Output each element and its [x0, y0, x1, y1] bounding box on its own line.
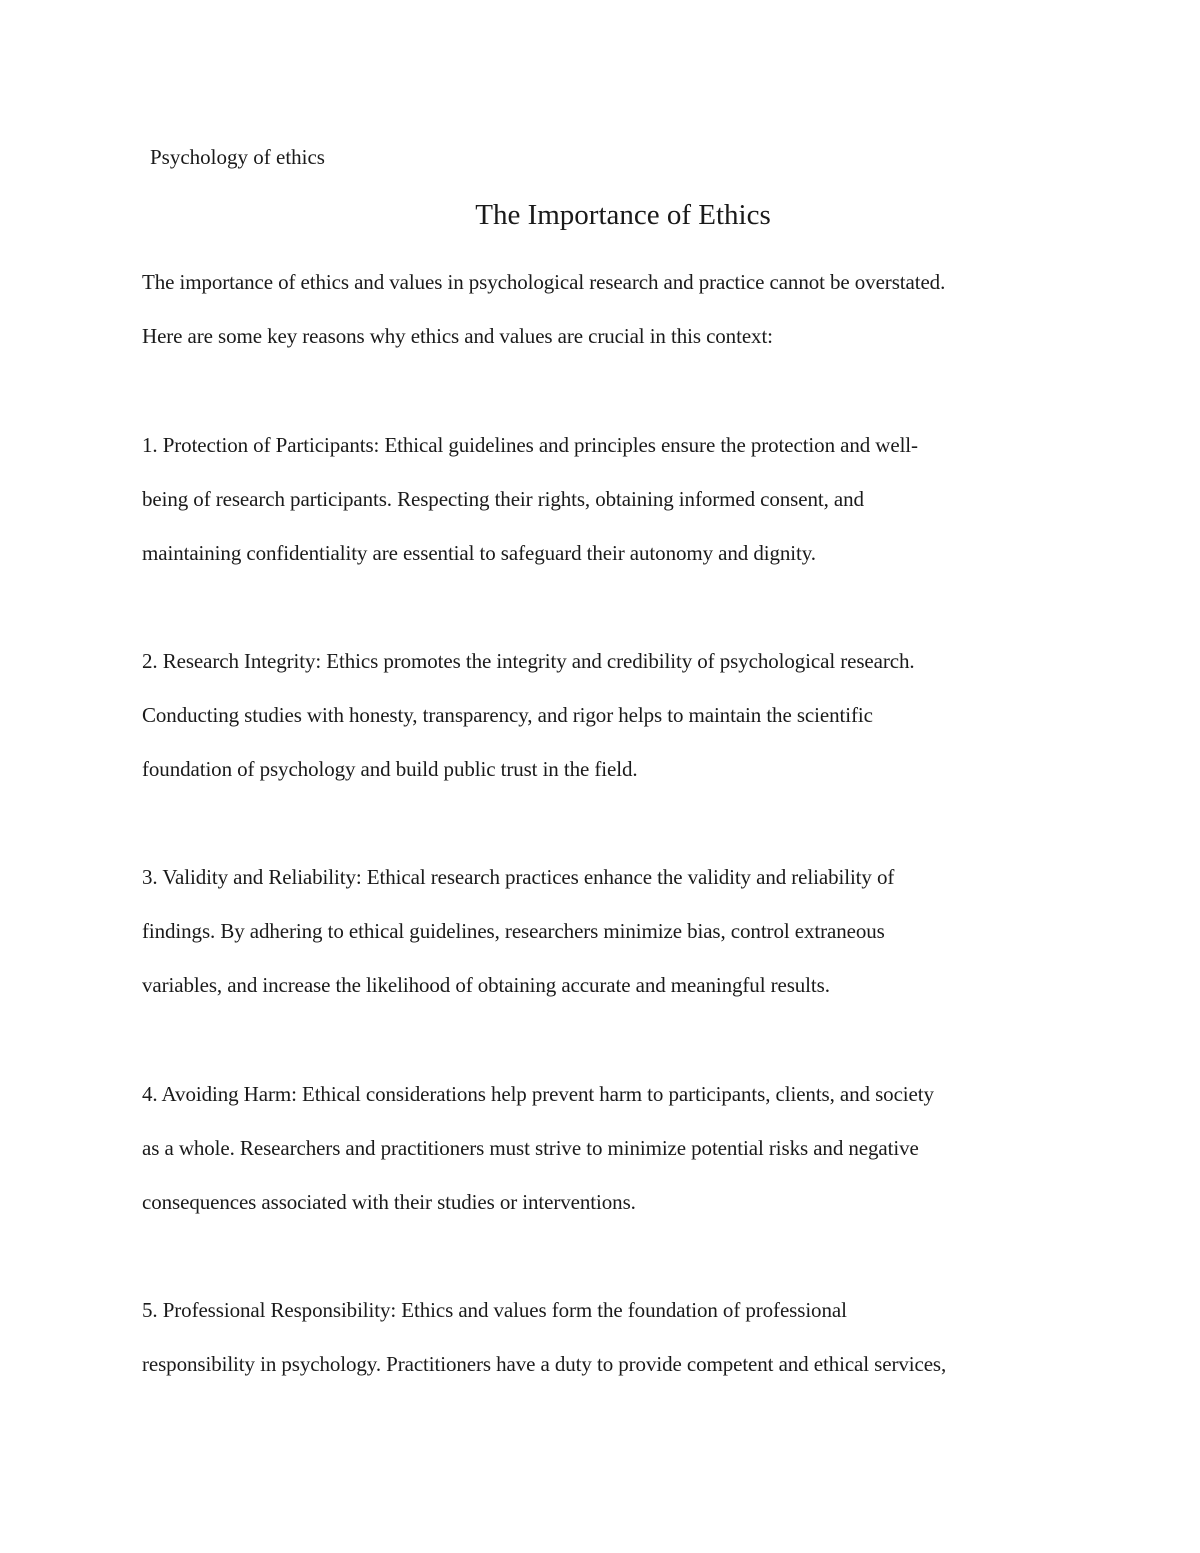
point-line: maintaining confidentiality are essential to safeguard their autonomy and dignity. [142, 541, 816, 565]
point-line: variables, and increase the likelihood of obtaining accurate and meaningful results. [142, 973, 830, 997]
course-label: Psychology of ethics [150, 145, 325, 169]
point-line: 5. Professional Responsibility: Ethics and values form the foundation of professional [142, 1298, 847, 1322]
point-line: 1. Protection of Participants: Ethical guidelines and principles ensure the protection and well- [142, 433, 918, 457]
intro-line: The importance of ethics and values in psychological research and practice cannot be overstated. [142, 270, 946, 294]
point-line: consequences associated with their studies or interventions. [142, 1190, 636, 1214]
point-line: 2. Research Integrity: Ethics promotes the integrity and credibility of psychological research. [142, 649, 915, 673]
point-line: as a whole. Researchers and practitioners must strive to minimize potential risks and negative [142, 1136, 919, 1160]
point-line: responsibility in psychology. Practitioners have a duty to provide competent and ethical services, [142, 1352, 947, 1376]
point-line: Conducting studies with honesty, transparency, and rigor helps to maintain the scientific [142, 703, 873, 727]
point-line: being of research participants. Respecting their rights, obtaining informed consent, and [142, 487, 864, 511]
point-line: 4. Avoiding Harm: Ethical considerations help prevent harm to participants, clients, and society [142, 1082, 934, 1106]
point-line: foundation of psychology and build public trust in the field. [142, 757, 638, 781]
point-line: 3. Validity and Reliability: Ethical research practices enhance the validity and reliability of [142, 865, 895, 889]
intro-line: Here are some key reasons why ethics and values are crucial in this context: [142, 324, 773, 348]
point-line: findings. By adhering to ethical guidelines, researchers minimize bias, control extraneous [142, 919, 885, 943]
document-title: The Importance of Ethics [475, 199, 771, 231]
